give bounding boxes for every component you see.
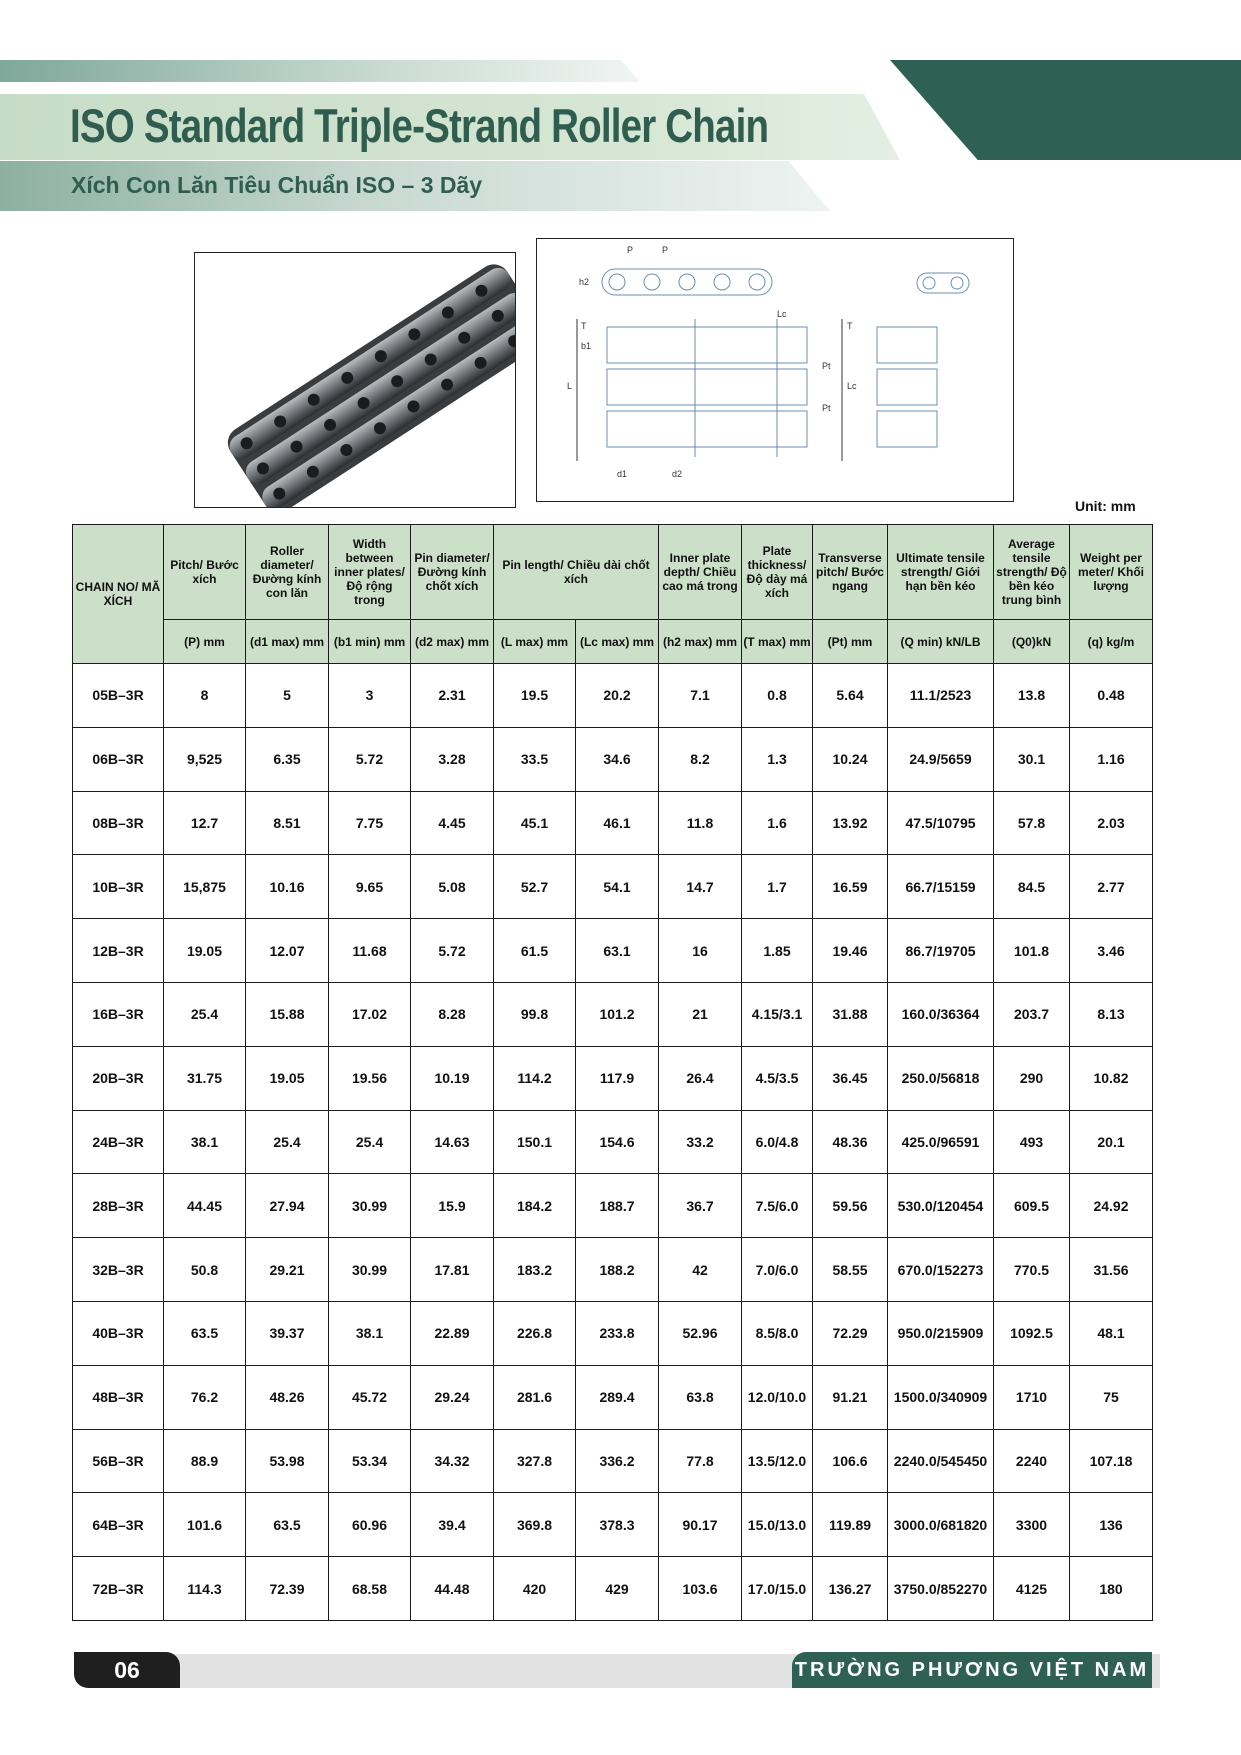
header-roller-diameter: Roller diameter/ Đường kính con lăn (246, 525, 329, 620)
header-ultimate-strength: Ultimate tensile strength/ Giới hạn bền kéo (888, 525, 994, 620)
table-cell: 114.2 (494, 1046, 576, 1110)
table-cell: 48.36 (813, 1110, 888, 1174)
table-cell: 10.24 (813, 727, 888, 791)
table-cell: 6.0/4.8 (742, 1110, 813, 1174)
unit-inner-width: (b1 min) mm (329, 620, 411, 664)
unit-pitch: (P) mm (164, 620, 246, 664)
table-row (73, 919, 1153, 983)
chain-photo (194, 252, 516, 508)
table-cell: 1.7 (742, 855, 813, 919)
table-cell: 9.65 (329, 855, 411, 919)
unit-roller-diameter: (d1 max) mm (246, 620, 329, 664)
table-cell: 9,525 (164, 727, 246, 791)
table-cell: 86.7/19705 (888, 919, 994, 983)
chain-code-cell: 40B–3R (73, 1301, 164, 1365)
table-cell: 609.5 (994, 1174, 1070, 1238)
table-cell: 11.8 (659, 791, 742, 855)
chain-code-cell: 56B–3R (73, 1429, 164, 1493)
table-cell: 53.98 (246, 1429, 329, 1493)
chain-photo-illustration (195, 253, 515, 507)
table-cell: 0.48 (1070, 664, 1153, 728)
unit-plate-depth: (h2 max) mm (659, 620, 742, 664)
table-cell: 84.5 (994, 855, 1070, 919)
corner-decoration (890, 60, 1241, 160)
table-cell: 53.34 (329, 1429, 411, 1493)
table-cell: 117.9 (576, 1046, 659, 1110)
table-cell: 31.75 (164, 1046, 246, 1110)
table-cell: 2240 (994, 1429, 1070, 1493)
drawing-label-d2: d2 (672, 469, 683, 479)
table-cell: 425.0/96591 (888, 1110, 994, 1174)
table-cell: 19.05 (164, 919, 246, 983)
chain-code-cell: 20B–3R (73, 1046, 164, 1110)
table-cell: 8.28 (411, 982, 494, 1046)
table-cell: 77.8 (659, 1429, 742, 1493)
table-cell: 2.03 (1070, 791, 1153, 855)
table-cell: 420 (494, 1557, 576, 1621)
table-cell: 4.5/3.5 (742, 1046, 813, 1110)
page-subtitle: Xích Con Lăn Tiêu Chuẩn ISO – 3 Dãy (71, 172, 483, 198)
table-row (73, 1365, 1153, 1429)
table-cell: 10.82 (1070, 1046, 1153, 1110)
table-cell: 15,875 (164, 855, 246, 919)
table-cell: 75 (1070, 1365, 1153, 1429)
table-row (73, 1493, 1153, 1557)
table-cell: 2240.0/545450 (888, 1429, 994, 1493)
unit-pin-length: (L max) mm (494, 620, 576, 664)
table-cell: 203.7 (994, 982, 1070, 1046)
table-row (73, 1557, 1153, 1621)
table-cell: 63.5 (246, 1493, 329, 1557)
header-pitch: Pitch/ Bước xích (164, 525, 246, 620)
header-weight: Weight per meter/ Khối lượng (1070, 525, 1153, 620)
table-cell: 10.16 (246, 855, 329, 919)
unit-pin-diameter: (d2 max) mm (411, 620, 494, 664)
table-cell: 24.9/5659 (888, 727, 994, 791)
drawing-label-t: T (581, 321, 587, 331)
table-cell: 101.8 (994, 919, 1070, 983)
table-cell: 25.4 (164, 982, 246, 1046)
table-cell: 114.3 (164, 1557, 246, 1621)
table-cell: 1.16 (1070, 727, 1153, 791)
table-cell: 188.2 (576, 1238, 659, 1302)
table-cell: 34.32 (411, 1429, 494, 1493)
table-cell: 3000.0/681820 (888, 1493, 994, 1557)
table-cell: 5 (246, 664, 329, 728)
table-cell: 7.0/6.0 (742, 1238, 813, 1302)
table-cell: 3.28 (411, 727, 494, 791)
table-cell: 8.5/8.0 (742, 1301, 813, 1365)
table-cell: 36.7 (659, 1174, 742, 1238)
table-cell: 38.1 (329, 1301, 411, 1365)
table-cell: 180 (1070, 1557, 1153, 1621)
table-cell: 290 (994, 1046, 1070, 1110)
table-cell: 16.59 (813, 855, 888, 919)
table-row (73, 1301, 1153, 1365)
table-cell: 47.5/10795 (888, 791, 994, 855)
table-cell: 12.07 (246, 919, 329, 983)
drawing-label-pt2: Pt (822, 403, 831, 413)
table-cell: 250.0/56818 (888, 1046, 994, 1110)
table-cell: 5.72 (411, 919, 494, 983)
drawing-label-pt1: Pt (822, 361, 831, 371)
header-transverse-pitch: Transverse pitch/ Bước ngang (813, 525, 888, 620)
table-cell: 233.8 (576, 1301, 659, 1365)
table-cell: 90.17 (659, 1493, 742, 1557)
table-cell: 57.8 (994, 791, 1070, 855)
table-cell: 106.6 (813, 1429, 888, 1493)
table-cell: 52.96 (659, 1301, 742, 1365)
table-cell: 6.35 (246, 727, 329, 791)
table-cell: 48.1 (1070, 1301, 1153, 1365)
table-cell: 950.0/215909 (888, 1301, 994, 1365)
chain-code-cell: 64B–3R (73, 1493, 164, 1557)
chain-code-cell: 72B–3R (73, 1557, 164, 1621)
chain-code-cell: 12B–3R (73, 919, 164, 983)
unit-weight: (q) kg/m (1070, 620, 1153, 664)
drawing-label-l: L (567, 381, 573, 391)
table-cell: 39.4 (411, 1493, 494, 1557)
table-cell: 336.2 (576, 1429, 659, 1493)
table-cell: 19.05 (246, 1046, 329, 1110)
table-cell: 16 (659, 919, 742, 983)
footer-brand: TRƯỜNG PHƯƠNG VIỆT NAM (792, 1652, 1152, 1688)
table-cell: 184.2 (494, 1174, 576, 1238)
table-cell: 33.5 (494, 727, 576, 791)
table-cell: 670.0/152273 (888, 1238, 994, 1302)
page-title: ISO Standard Triple-Strand Roller Chain (70, 99, 769, 152)
technical-drawing (536, 238, 1014, 502)
table-cell: 58.55 (813, 1238, 888, 1302)
table-cell: 20.1 (1070, 1110, 1153, 1174)
table-cell: 27.94 (246, 1174, 329, 1238)
table-cell: 25.4 (246, 1110, 329, 1174)
table-cell: 72.29 (813, 1301, 888, 1365)
unit-average-strength: (Q0)kN (994, 620, 1070, 664)
chain-code-cell: 05B–3R (73, 664, 164, 728)
table-cell: 327.8 (494, 1429, 576, 1493)
table-cell: 0.8 (742, 664, 813, 728)
unit-pin-length-lc: (Lc max) mm (576, 620, 659, 664)
table-cell: 13.5/12.0 (742, 1429, 813, 1493)
table-row (73, 1238, 1153, 1302)
table-cell: 1710 (994, 1365, 1070, 1429)
table-cell: 45.72 (329, 1365, 411, 1429)
table-cell: 4125 (994, 1557, 1070, 1621)
table-cell: 14.63 (411, 1110, 494, 1174)
table-cell: 46.1 (576, 791, 659, 855)
table-cell: 7.1 (659, 664, 742, 728)
drawing-label-p1: P (627, 245, 634, 255)
chain-code-cell: 28B–3R (73, 1174, 164, 1238)
table-cell: 20.2 (576, 664, 659, 728)
table-row (73, 1110, 1153, 1174)
table-cell: 136.27 (813, 1557, 888, 1621)
table-cell: 45.1 (494, 791, 576, 855)
table-cell: 10.19 (411, 1046, 494, 1110)
chain-code-cell: 06B–3R (73, 727, 164, 791)
table-cell: 136 (1070, 1493, 1153, 1557)
table-cell: 3.46 (1070, 919, 1153, 983)
table-cell: 103.6 (659, 1557, 742, 1621)
table-cell: 44.45 (164, 1174, 246, 1238)
table-cell: 11.68 (329, 919, 411, 983)
table-cell: 770.5 (994, 1238, 1070, 1302)
table-cell: 76.2 (164, 1365, 246, 1429)
table-cell: 13.8 (994, 664, 1070, 728)
chain-code-cell: 10B–3R (73, 855, 164, 919)
table-cell: 289.4 (576, 1365, 659, 1429)
header-pin-length: Pin length/ Chiều dài chốt xích (494, 525, 659, 620)
table-cell: 11.1/2523 (888, 664, 994, 728)
table-cell: 8 (164, 664, 246, 728)
drawing-label-lc: Lc (777, 309, 787, 319)
table-cell: 30.99 (329, 1238, 411, 1302)
table-cell: 36.45 (813, 1046, 888, 1110)
table-cell: 119.89 (813, 1493, 888, 1557)
chain-code-cell: 16B–3R (73, 982, 164, 1046)
table-cell: 68.58 (329, 1557, 411, 1621)
table-cell: 5.72 (329, 727, 411, 791)
table-cell: 1.3 (742, 727, 813, 791)
table-row (73, 727, 1153, 791)
table-cell: 5.64 (813, 664, 888, 728)
table-row (73, 855, 1153, 919)
table-cell: 29.24 (411, 1365, 494, 1429)
table-cell: 154.6 (576, 1110, 659, 1174)
table-row (73, 1174, 1153, 1238)
table-cell: 8.2 (659, 727, 742, 791)
drawing-label-p2: P (662, 245, 669, 255)
header-pin-diameter: Pin diameter/ Đường kính chốt xích (411, 525, 494, 620)
table-cell: 91.21 (813, 1365, 888, 1429)
table-cell: 15.88 (246, 982, 329, 1046)
table-cell: 24.92 (1070, 1174, 1153, 1238)
spec-table (72, 524, 1153, 1621)
table-cell: 33.2 (659, 1110, 742, 1174)
table-cell: 52.7 (494, 855, 576, 919)
table-cell: 183.2 (494, 1238, 576, 1302)
header-plate-depth: Inner plate depth/ Chiều cao má trong (659, 525, 742, 620)
table-cell: 8.13 (1070, 982, 1153, 1046)
table-cell: 7.75 (329, 791, 411, 855)
table-cell: 5.08 (411, 855, 494, 919)
table-cell: 50.8 (164, 1238, 246, 1302)
table-cell: 61.5 (494, 919, 576, 983)
table-cell: 17.0/15.0 (742, 1557, 813, 1621)
table-cell: 25.4 (329, 1110, 411, 1174)
table-cell: 19.56 (329, 1046, 411, 1110)
table-cell: 150.1 (494, 1110, 576, 1174)
table-cell: 1.6 (742, 791, 813, 855)
table-cell: 19.5 (494, 664, 576, 728)
technical-drawing-illustration (537, 239, 1013, 501)
chain-code-cell: 32B–3R (73, 1238, 164, 1302)
table-cell: 7.5/6.0 (742, 1174, 813, 1238)
table-cell: 26.4 (659, 1046, 742, 1110)
table-row (73, 1046, 1153, 1110)
drawing-label-lc2: Lc (847, 381, 857, 391)
header-chain-no: CHAIN NO/ MÃ XÍCH (73, 525, 164, 664)
table-row (73, 664, 1153, 728)
spec-table-body (73, 664, 1153, 1621)
table-cell: 22.89 (411, 1301, 494, 1365)
table-cell: 188.7 (576, 1174, 659, 1238)
table-cell: 21 (659, 982, 742, 1046)
table-cell: 101.6 (164, 1493, 246, 1557)
table-cell: 13.92 (813, 791, 888, 855)
unit-ultimate-strength: (Q min) kN/LB (888, 620, 994, 664)
table-cell: 44.48 (411, 1557, 494, 1621)
header-average-strength: Average tensile strength/ Độ bền kéo trung bình (994, 525, 1070, 620)
unit-label: Unit: mm (1075, 498, 1136, 514)
table-row (73, 982, 1153, 1046)
table-cell: 429 (576, 1557, 659, 1621)
table-cell: 31.88 (813, 982, 888, 1046)
drawing-label-d1: d1 (617, 469, 628, 479)
header-inner-width: Width between inner plates/ Độ rộng trong (329, 525, 411, 620)
table-cell: 48.26 (246, 1365, 329, 1429)
table-cell: 8.51 (246, 791, 329, 855)
table-cell: 3 (329, 664, 411, 728)
unit-plate-thickness: (T max) mm (742, 620, 813, 664)
table-cell: 101.2 (576, 982, 659, 1046)
table-cell: 54.1 (576, 855, 659, 919)
table-cell: 2.31 (411, 664, 494, 728)
header-plate-thickness: Plate thickness/ Độ dày má xích (742, 525, 813, 620)
table-cell: 12.7 (164, 791, 246, 855)
table-cell: 88.9 (164, 1429, 246, 1493)
table-row (73, 791, 1153, 855)
table-cell: 107.18 (1070, 1429, 1153, 1493)
table-cell: 4.15/3.1 (742, 982, 813, 1046)
decor-band-top (0, 60, 640, 82)
table-cell: 17.81 (411, 1238, 494, 1302)
table-cell: 1500.0/340909 (888, 1365, 994, 1429)
chain-code-cell: 24B–3R (73, 1110, 164, 1174)
table-cell: 281.6 (494, 1365, 576, 1429)
table-cell: 3300 (994, 1493, 1070, 1557)
table-cell: 63.5 (164, 1301, 246, 1365)
table-cell: 493 (994, 1110, 1070, 1174)
table-cell: 17.02 (329, 982, 411, 1046)
chain-code-cell: 48B–3R (73, 1365, 164, 1429)
table-cell: 19.46 (813, 919, 888, 983)
table-cell: 99.8 (494, 982, 576, 1046)
table-cell: 60.96 (329, 1493, 411, 1557)
table-cell: 38.1 (164, 1110, 246, 1174)
table-cell: 66.7/15159 (888, 855, 994, 919)
table-cell: 369.8 (494, 1493, 576, 1557)
table-cell: 34.6 (576, 727, 659, 791)
table-cell: 12.0/10.0 (742, 1365, 813, 1429)
table-cell: 31.56 (1070, 1238, 1153, 1302)
unit-transverse-pitch: (Pt) mm (813, 620, 888, 664)
drawing-label-b1: b1 (581, 341, 592, 351)
table-cell: 1.85 (742, 919, 813, 983)
table-cell: 14.7 (659, 855, 742, 919)
table-cell: 59.56 (813, 1174, 888, 1238)
table-cell: 160.0/36364 (888, 982, 994, 1046)
table-cell: 39.37 (246, 1301, 329, 1365)
table-row (73, 1429, 1153, 1493)
table-cell: 30.1 (994, 727, 1070, 791)
table-cell: 378.3 (576, 1493, 659, 1557)
table-cell: 3750.0/852270 (888, 1557, 994, 1621)
table-cell: 72.39 (246, 1557, 329, 1621)
table-cell: 2.77 (1070, 855, 1153, 919)
drawing-label-h2: h2 (579, 277, 590, 287)
table-cell: 4.45 (411, 791, 494, 855)
table-cell: 1092.5 (994, 1301, 1070, 1365)
table-cell: 15.9 (411, 1174, 494, 1238)
table-cell: 226.8 (494, 1301, 576, 1365)
table-cell: 15.0/13.0 (742, 1493, 813, 1557)
table-cell: 63.1 (576, 919, 659, 983)
table-cell: 30.99 (329, 1174, 411, 1238)
table-cell: 530.0/120454 (888, 1174, 994, 1238)
page-number: 06 (74, 1652, 180, 1688)
table-cell: 42 (659, 1238, 742, 1302)
table-cell: 63.8 (659, 1365, 742, 1429)
table-cell: 29.21 (246, 1238, 329, 1302)
drawing-label-t2: T (847, 321, 853, 331)
chain-code-cell: 08B–3R (73, 791, 164, 855)
